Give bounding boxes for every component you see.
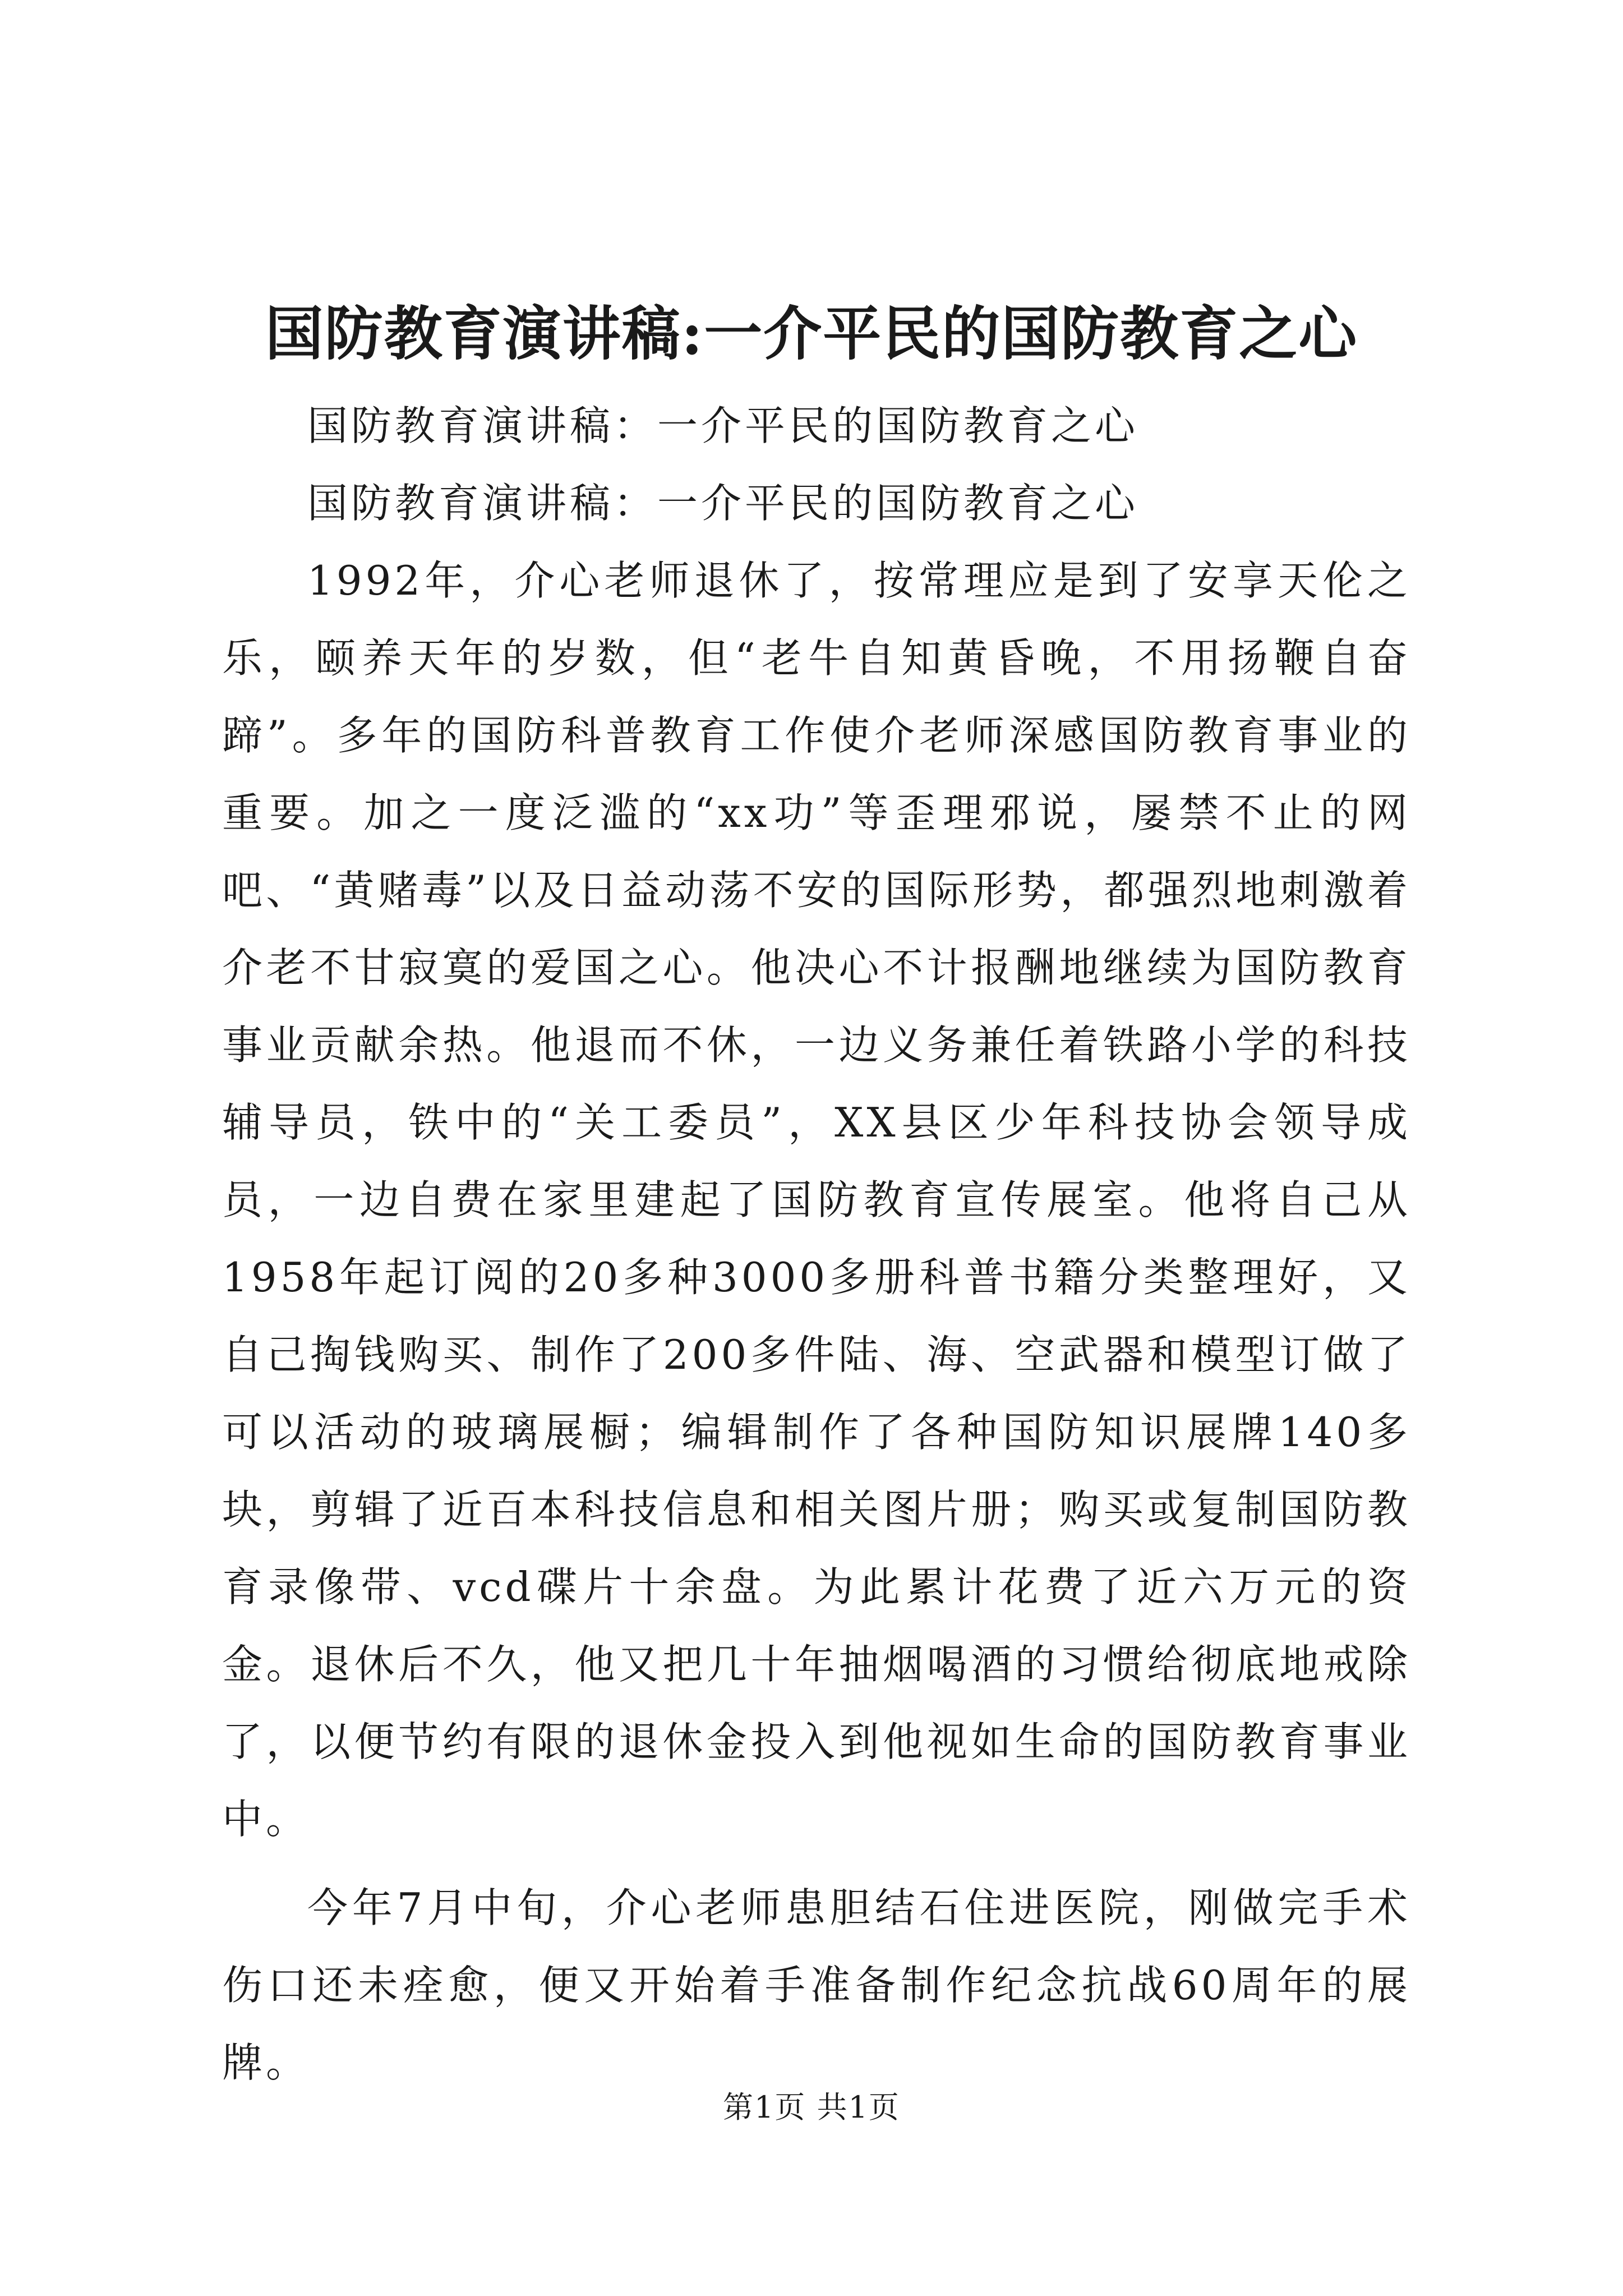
paragraph-main: 1992年，介心老师退休了，按常理应是到了安享天伦之乐，颐养天年的岁数，但“老牛自知黄昏晚，不用扬鞭自奋蹄”。多年的国防科普教育工作使介老师深感国防教育事业的重要。加之一度泛滥的“xx功”等歪理邪说，屡禁不止的网吧、“黄赌毒”以及日益动荡不安的国际形势，都强烈地刺激着介老不甘寂寞的爱国之心。他决心不计报酬地继续为国防教育事业贡献余热。他退而不休，一边义务兼任着铁路小学的科技辅导员，铁中的“关工委员”，XX县区少年科技协会领导成员，一边自费在家里建起了国防教育宣传展室。他将自己从1958年起订阅的20多种3000多册科普书籍分类整理好，又自己掏钱购买、制作了200多件陆、海、空武器和模型订做了可以活动的玻璃展橱；编辑制作了各种国防知识展牌140多块，剪辑了近百本科技信息和相关图片册；购买或复制国防教育录像带、vcd碟片十余盘。为此累计花费了近六万元的资金。退休后不久，他又把几十年抽烟喝酒的习惯给彻底地戒除了，以便节约有限的退休金投入到他视如生命的国防教育事业中。	[222, 557, 1411, 1843]
paragraph-closing: 今年7月中旬，介心老师患胆结石住进医院，刚做完手术伤口还未痊愈，便又开始着手准备制作纪念抗战60周年的展牌。	[222, 1884, 1411, 2086]
page-title: 国防教育演讲稿:一介平民的国防教育之心	[265, 299, 1358, 368]
paragraph-subtitle-2: 国防教育演讲稿：一介平民的国防教育之心	[307, 480, 1139, 527]
paragraph-subtitle-1: 国防教育演讲稿：一介平民的国防教育之心	[307, 402, 1139, 449]
document-body	[222, 387, 1411, 2101]
page-footer: 第1页 共1页	[723, 2090, 900, 2125]
